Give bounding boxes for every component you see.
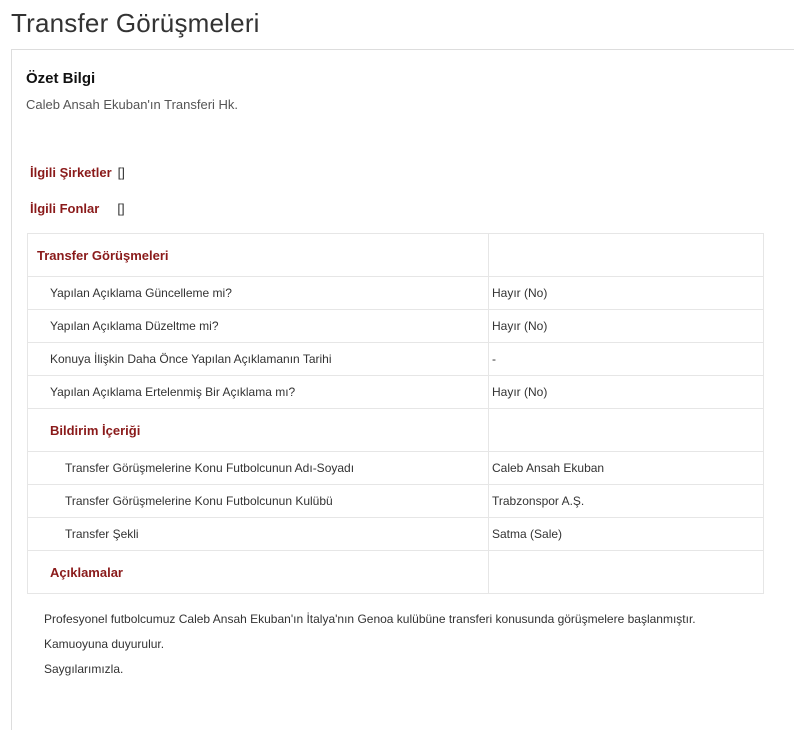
row-value: Hayır (No) [489,376,764,409]
row-value: - [489,343,764,376]
related-funds-label: İlgili Fonlar [30,201,100,216]
table-row [28,277,764,310]
summary-title: Özet Bilgi [26,70,96,87]
row-label: Yapılan Açıklama Düzeltme mi? [28,310,489,343]
page-title: Transfer Görüşmeleri [11,8,260,38]
summary-text: Caleb Ansah Ekuban'ın Transferi Hk. [26,97,239,112]
table-row [28,518,764,551]
row-label: Yapılan Açıklama Ertelenmiş Bir Açıklama mı? [28,376,489,409]
related-companies-value: [] [117,165,125,180]
row-label: Yapılan Açıklama Güncelleme mi? [28,277,489,310]
row-value: Hayır (No) [489,310,764,343]
section-title: Transfer Görüşmeleri [28,234,489,277]
description-paragraph: Kamuoyuna duyurulur. [44,637,165,651]
row-value: Hayır (No) [489,277,764,310]
table-section-row [28,234,764,277]
notes-empty-cell [489,551,764,594]
row-value: Caleb Ansah Ekuban [489,452,764,485]
row-value: Satma (Sale) [489,518,764,551]
description [44,609,736,684]
related-funds-value: [] [117,201,125,216]
related-funds [30,201,125,216]
subsection-empty-cell [489,409,764,452]
description-paragraph: Saygılarımızla. [44,662,124,676]
notes-title: Açıklamalar [28,551,489,594]
table-row [28,452,764,485]
section-empty-cell [489,234,764,277]
disclosure-table [27,233,764,594]
row-label: Transfer Görüşmelerine Konu Futbolcunun Kulübü [28,485,489,518]
table-row [28,310,764,343]
table-notes-row [28,551,764,594]
row-label: Transfer Görüşmelerine Konu Futbolcunun Adı-Soyadı [28,452,489,485]
related-companies [30,165,125,180]
related-companies-label: İlgili Şirketler [30,165,112,180]
row-value: Trabzonspor A.Ş. [489,485,764,518]
subsection-title: Bildirim İçeriği [28,409,489,452]
description-paragraph: Profesyonel futbolcumuz Caleb Ansah Ekuban'ın İtalya'nın Genoa kulübüne transferi konusunda görüşmelere başlanmıştır. [44,612,696,626]
table-row [28,376,764,409]
table-subsection-row [28,409,764,452]
row-label: Transfer Şekli [28,518,489,551]
row-label: Konuya İlişkin Daha Önce Yapılan Açıklamanın Tarihi [28,343,489,376]
table-row [28,343,764,376]
table-row [28,485,764,518]
